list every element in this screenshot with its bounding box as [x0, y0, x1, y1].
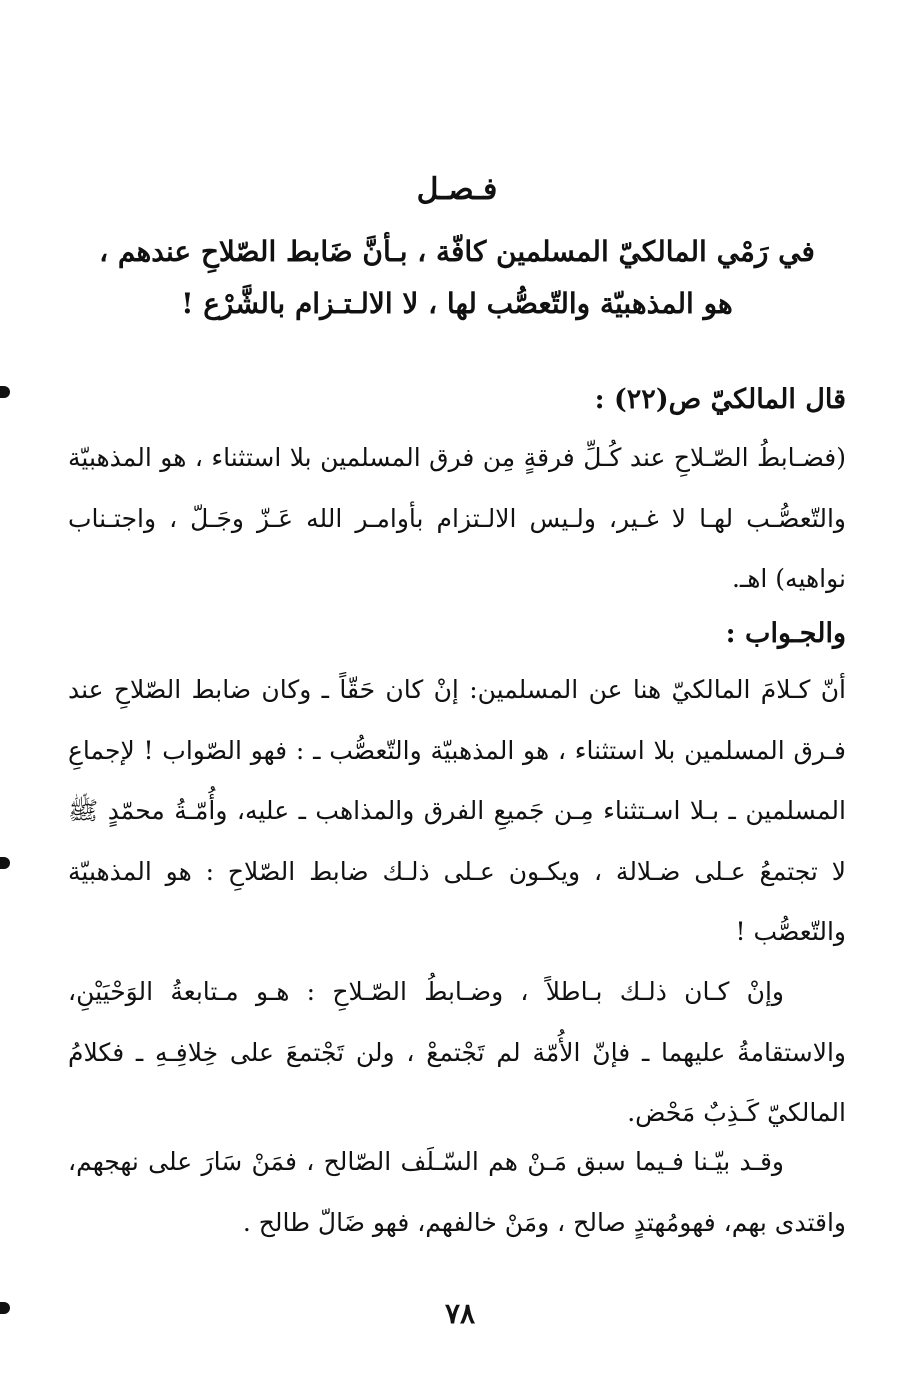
- chapter-subtitle-line-1: في رَمْي المالكيّ المسلمين كافّة ، بـأنَّ ضَابط الصّلاحِ عندهم ،: [99, 235, 815, 268]
- edge-mark-top: [0, 386, 10, 398]
- quote-heading: قال المالكيّ ص(٢٢) :: [594, 384, 846, 415]
- answer-heading: والجـواب :: [725, 618, 846, 649]
- answer-paragraph-1: أنّ كـلامَ المالكيّ هنا عن المسلمين: إنْ كان حَقّاً ـ وكان ضابط الصّلاحِ عند فـرق المسلمين بلا استثناء ، هو المذهبيّة والتّعصُّب ـ : فهو الصّواب ! لإجماعِ المسلمين ـ بـلا اسـتثناء مِـن جَميعِ الفرق والمذاهب ـ عليه، وأُمّـةُ محمّدٍ ﷺ لا تجتمعُ عـلى ضـلالة ، ويكـون عـلى ذلـك ضابط الصّلاحِ : هو المذهبيّة والتّعصُّب !: [68, 675, 846, 946]
- quote-paragraph: (فضـابطُ الصّـلاحِ عند كُـلِّ فرقةٍ مِن فرق المسلمين بلا استثناء ، هو المذهبيّة والتّعصُّـب لهـا لا غـير، ولـيس الالـتزام بأوامـر الله عَـزّ وجَـلّ ، واجتـناب نواهيه) اهـ.: [68, 443, 846, 593]
- answer-paragraph-3: وقـد بيّـنا فـيما سبق مَـنْ هم السّـلَف الصّالح ، فمَنْ سَارَ على نهجهم، واقتدى بهم، فهومُهتدٍ صالح ، ومَنْ خالفهم، فهو ضَالّ طالح .: [68, 1147, 846, 1237]
- chapter-subtitle-line-2: هو المذهبيّة والتّعصُّب لها ، لا الالـتـزام بالشَّرْع !: [181, 287, 733, 320]
- answer-paragraph-2: وإنْ كـان ذلـك بـاطلاً ، وضـابطُ الصّـلاحِ : هـو مـتابعةُ الوَحْيَيْنِ، والاستقامةُ عليهما ـ فإنّ الأُمّة لم تَجْتمعْ ، ولن تَجْتمعَ على خِلافِـهِ ـ فكلامُ المالكيّ كَـذِبٌ مَحْض.: [68, 977, 846, 1127]
- chapter-title: فـصـل: [416, 172, 498, 207]
- page-number: ٧٨: [444, 1297, 476, 1330]
- edge-mark-middle: [0, 857, 10, 869]
